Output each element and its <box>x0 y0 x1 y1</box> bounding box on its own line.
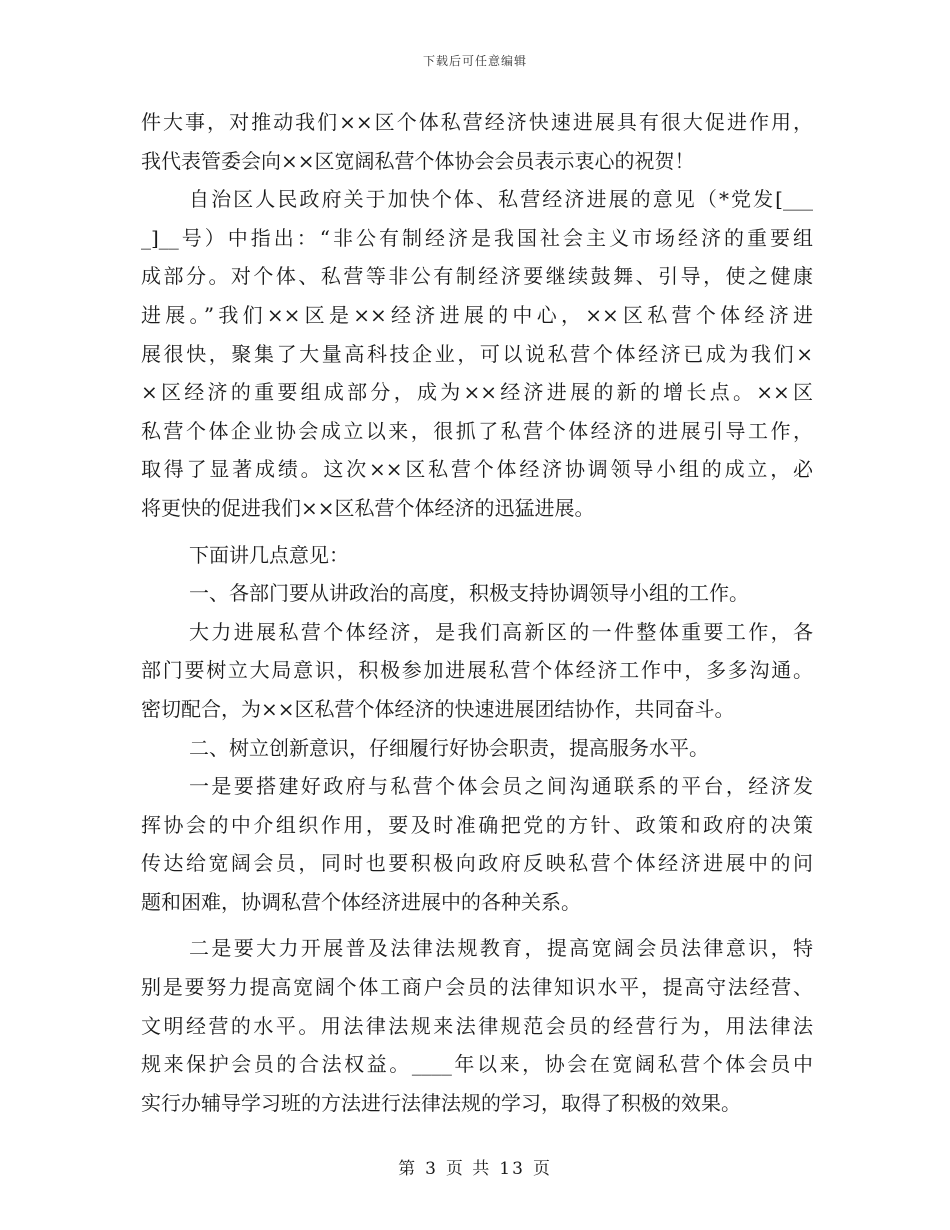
text-line: 进展。”我们××区是××经济进展的中心，××区私营个体经济进 <box>141 302 813 327</box>
text-line: 一是要搭建好政府与私营个体会员之间沟通联系的平台，经济发 <box>189 774 813 799</box>
text-line: 传达给宽阔会员，同时也要积极向政府反映私营个体经济进展中的问 <box>141 851 813 876</box>
text-line: 一、各部门要从讲政治的高度，积极支持协调领导小组的工作。 <box>189 581 749 606</box>
page-header: 下载后可任意编辑 <box>422 54 527 68</box>
text-line: 将更快的促进我们××区私营个体经济的迅猛进展。 <box>141 495 595 520</box>
document-body <box>141 103 813 1122</box>
text-line: 大力进展私营个体经济，是我们高新区的一件整体重要工作，各 <box>189 619 813 644</box>
text-line: 二是要大力开展普及法律法规教育，提高宽阔会员法律意识，特 <box>189 936 813 961</box>
text-line: 下面讲几点意见： <box>189 542 349 567</box>
paragraph-gap <box>141 921 813 929</box>
text-line: 展很快，聚集了大量高科技企业，可以说私营个体经济已成为我们× <box>141 341 813 366</box>
text-line: 二、树立创新意识，仔细履行好协会职责，提高服务水平。 <box>189 735 709 760</box>
text-line: 规来保护会员的合法权益。____年以来，协会在宽阔私营个体会员中 <box>141 1052 813 1077</box>
text-line: 我代表管委会向××区宽阔私营个体协会会员表示衷心的祝贺！ <box>141 148 695 173</box>
text-line: 密切配合，为××区私营个体经济的快速进展团结协作，共同奋斗。 <box>141 696 735 721</box>
text-line: 文明经营的水平。用法律法规来法律规范会员的经营行为，用法律法 <box>141 1013 813 1038</box>
footer-suffix: 页 <box>532 1159 552 1179</box>
text-line: 取得了显著成绩。这次××区私营个体经济协调领导小组的成立，必 <box>141 457 813 482</box>
text-line: _]__号）中指出：“非公有制经济是我国社会主义市场经济的重要组 <box>141 225 813 250</box>
text-line: 私营个体企业协会成立以来，很抓了私营个体经济的进展引导工作， <box>141 418 813 443</box>
paragraph-gap <box>141 528 813 536</box>
footer-total-pages: 13 <box>499 1159 525 1179</box>
footer-middle: 页 共 <box>445 1159 492 1179</box>
text-line: ×区经济的重要组成部分，成为××经济进展的新的增长点。××区 <box>141 380 813 405</box>
page-footer <box>0 1154 950 1179</box>
text-line: 部门要树立大局意识，积极参加进展私营个体经济工作中，多多沟通。 <box>141 658 813 683</box>
text-line: 实行办辅导学习班的方法进行法律法规的学习，取得了积极的效果。 <box>141 1090 741 1115</box>
text-line: 挥协会的中介组织作用，要及时准确把党的方针、政策和政府的决策 <box>141 812 813 837</box>
text-line: 别是要努力提高宽阔个体工商户会员的法律知识水平，提高守法经营、 <box>141 975 813 1000</box>
text-line: 自治区人民政府关于加快个体、私营经济进展的意见（*党发[___ <box>189 187 813 212</box>
footer-page-number: 3 <box>425 1159 438 1179</box>
text-line: 题和困难，协调私营个体经济进展中的各种关系。 <box>141 889 581 914</box>
text-line: 成部分。对个体、私营等非公有制经济要继续鼓舞、引导，使之健康 <box>141 264 813 289</box>
text-line: 件大事，对推动我们××区个体私营经济快速进展具有很大促进作用， <box>141 110 813 134</box>
footer-prefix: 第 <box>398 1159 418 1179</box>
